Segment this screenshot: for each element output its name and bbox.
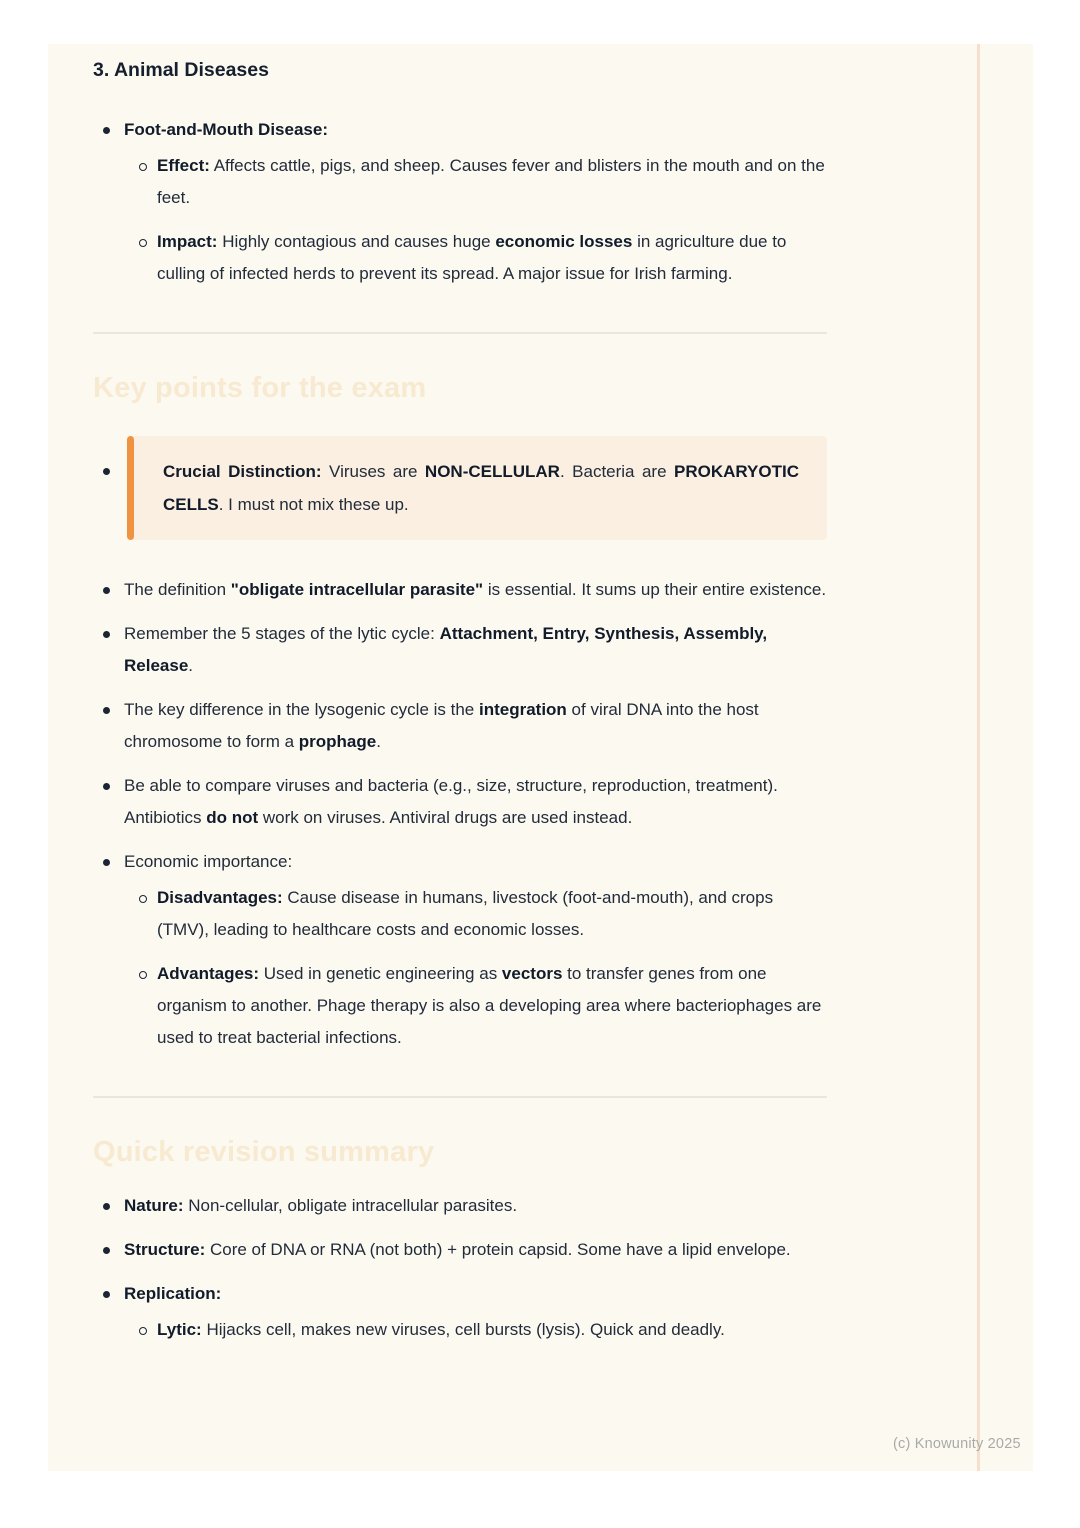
body-text: Non-cellular, obligate intracellular parasites.	[183, 1196, 518, 1215]
body-text: to transfer genes from one organism to another. Phage therapy is also a developing area where bacteriophages are used to treat bacterial infections.	[157, 964, 822, 1047]
body-text: Viruses are	[321, 462, 425, 481]
bullet-dot-icon	[103, 1247, 110, 1254]
body-text: The key difference in the lysogenic cycle is the	[124, 700, 479, 719]
bullet-dot-icon	[103, 587, 110, 594]
document-page	[48, 44, 1033, 1471]
list-item-title: Foot-and-Mouth Disease:	[124, 120, 328, 139]
body-text: Hijacks cell, makes new viruses, cell bursts (lysis). Quick and deadly.	[201, 1320, 725, 1339]
emphasis-bold: vectors	[501, 964, 563, 983]
label-bold: Effect:	[157, 156, 210, 175]
quick-revision-list	[93, 1190, 827, 1358]
body-text: Used in genetic engineering as	[259, 964, 502, 983]
emphasis-bold: Attachment, Entry, Synthesis, Assembly, Release	[124, 624, 768, 675]
body-text: Cause disease in humans, livestock (foot-and-mouth), and crops (TMV), leading to healthcare costs and economic losses.	[157, 888, 774, 939]
emphasis-bold: NON-CELLULAR	[424, 462, 560, 481]
bullet-dot-icon	[103, 1291, 110, 1298]
bullet-circle-icon	[139, 971, 147, 979]
animal-diseases-list	[93, 114, 827, 302]
list-item-impact	[124, 226, 827, 290]
label-bold: Lytic:	[157, 1320, 202, 1339]
list-item-lytic	[124, 1314, 827, 1346]
bullet-circle-icon	[139, 239, 147, 247]
page-margin-line	[977, 44, 980, 1471]
section-divider	[93, 332, 827, 334]
emphasis-bold: "obligate intracellular parasite"	[230, 580, 484, 599]
key-points-list	[93, 436, 827, 1066]
body-text: The definition	[124, 580, 231, 599]
callout-box	[127, 436, 827, 540]
bullet-dot-icon	[103, 1203, 110, 1210]
replication-sublist	[124, 1314, 827, 1346]
bullet-circle-icon	[139, 895, 147, 903]
body-text: . Bacteria are	[559, 462, 674, 481]
list-item-structure	[93, 1234, 827, 1266]
label-bold: Nature:	[124, 1196, 184, 1215]
body-text: Highly contagious and causes huge	[217, 232, 496, 251]
body-text: in agriculture due to culling of infected herds to prevent its spread. A major issue for Irish farming.	[157, 232, 787, 283]
bullet-dot-icon	[103, 631, 110, 638]
heading-key-points: Key points for the exam	[93, 372, 427, 404]
body-text: Affects cattle, pigs, and sheep. Causes fever and blisters in the mouth and on the feet.	[157, 156, 825, 207]
bullet-circle-icon	[139, 163, 147, 171]
body-text: work on viruses. Antiviral drugs are used instead.	[258, 808, 633, 827]
body-text: . I must not mix these up.	[218, 495, 409, 514]
list-item-compare	[93, 770, 827, 834]
body-text: of viral DNA into the host chromosome to form a	[124, 700, 759, 751]
body-text: .	[188, 656, 194, 675]
label-bold: Structure:	[124, 1240, 206, 1259]
body-text: .	[376, 732, 381, 751]
list-item-lysogenic	[93, 694, 827, 758]
emphasis-bold: economic losses	[495, 232, 633, 251]
list-item-definition	[93, 574, 827, 606]
document-content	[48, 44, 827, 1358]
emphasis-bold: prophage	[298, 732, 377, 751]
emphasis-bold: do not	[206, 808, 259, 827]
list-item-replication	[93, 1278, 827, 1358]
bullet-circle-icon	[139, 1327, 147, 1335]
bullet-dot-icon	[103, 859, 110, 866]
body-text: Remember the 5 stages of the lytic cycle:	[124, 624, 440, 643]
list-item-economic	[93, 846, 827, 1066]
list-item-nature	[93, 1190, 827, 1222]
callout-label-bold: Crucial Distinction:	[163, 462, 322, 481]
copyright-watermark: (c) Knowunity 2025	[893, 1436, 1021, 1452]
foot-and-mouth-sublist	[124, 150, 827, 290]
body-text: Core of DNA or RNA (not both) + protein capsid. Some have a lipid envelope.	[205, 1240, 791, 1259]
label-bold: Advantages:	[157, 964, 260, 983]
section-divider	[93, 1096, 827, 1098]
label-bold: Replication:	[124, 1284, 222, 1303]
list-item-lytic-stages	[93, 618, 827, 682]
bullet-dot-icon	[103, 468, 110, 475]
label-bold: Disadvantages:	[157, 888, 283, 907]
bullet-dot-icon	[103, 707, 110, 714]
list-item-advantages	[124, 958, 827, 1054]
list-item-callout	[93, 436, 827, 540]
emphasis-bold: PROKARYOTIC CELLS	[163, 462, 799, 514]
body-text: is essential. It sums up their entire existence.	[483, 580, 827, 599]
heading-quick-revision: Quick revision summary	[93, 1136, 435, 1168]
label-bold: Impact:	[157, 232, 218, 251]
bullet-dot-icon	[103, 127, 110, 134]
list-item-disadvantages	[124, 882, 827, 946]
emphasis-bold: integration	[478, 700, 567, 719]
body-text: Be able to compare viruses and bacteria (e.g., size, structure, reproduction, treatment). Antibiotics	[124, 776, 778, 827]
bullet-dot-icon	[103, 783, 110, 790]
heading-animal-diseases: 3. Animal Diseases	[93, 59, 269, 81]
economic-sublist	[124, 882, 827, 1054]
list-item-foot-and-mouth	[93, 114, 827, 302]
body-text: Economic importance:	[124, 852, 293, 871]
list-item-effect	[124, 150, 827, 214]
